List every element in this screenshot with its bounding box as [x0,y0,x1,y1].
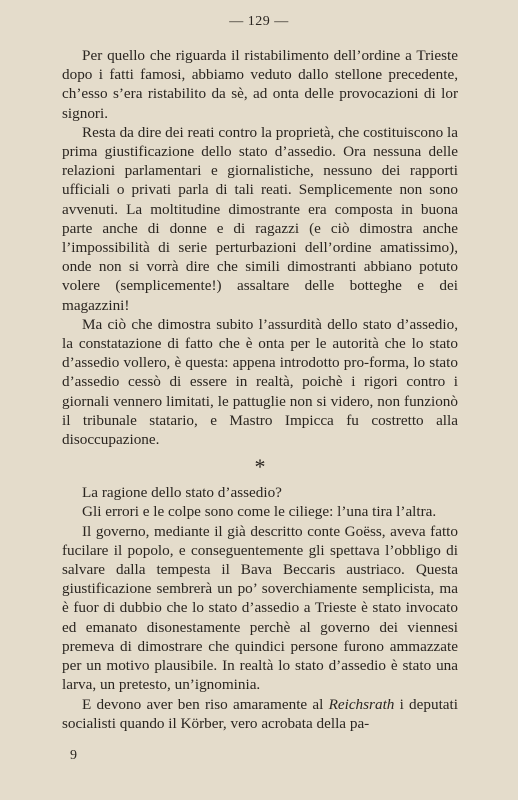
paragraph [62,695,458,733]
body-text [62,46,458,733]
paragraph: Per quello che riguarda il ristabilimento dell’ordine a Trieste dopo i fatti famosi, abbiamo veduto dallo stellone precedente, ch’esso s’era ristabilito da sè, ad onta delle provocazioni di lor signori. [62,47,458,122]
paragraph: La ragione dello stato d’assedio? [82,484,282,502]
emphasis-text: Reichsrath [328,695,395,713]
paragraph-text: E devono aver ben riso amaramente al [82,695,329,713]
paragraph: Il governo, mediante il già descritto conte Goëss, aveva fatto fucilare il popolo, e conseguentemente gli spettava l’obbligo di salvare dalla tempesta il Bava Beccaris austriaco. Questa giustificazione sembrerà un po’ soverchiamente semplicista, ma è fuor di dubbio che lo stato d’assedio a Trieste è stato invocato ed emanato disonestamente perchè al governo dei viennesi premeva di dimostrare che quindici persone furono ammazzate per un motivo plausibile. In realtà lo stato d’assedio è stato una larva, un pretesto, un’ignominia. [62,522,458,694]
paragraph-text: i deputati socialisti quando il Körber, vero acrobata della pa- [62,695,458,732]
page-number: — 129 — [229,14,289,29]
signature-mark: 9 [70,748,77,763]
section-separator: * [254,454,266,480]
paragraph: Gli errori e le colpe sono come le ciliege: l’una tira l’altra. [82,503,437,521]
paragraph: Resta da dire dei reati contro la proprietà, che costituiscono la prima giustificazione dello stato d’assedio. Ora nessuna delle relazioni parlamentari e giornalistiche, nessuno dei rapporti ufficiali o privati parla di tali reati. Semplicemente non sono avvenuti. La moltitudine dimostrante era composta in buona parte anche di donne e di ragazzi (e ciò dimostra anche l’impossibilità di serie perturbazioni dell’ordine amatissimo), onde non si vorrà dire che simili dimostranti abbiano potuto volere (semplicemente!) assaltare delle botteghe e dei magazzini! [62,123,458,314]
paragraph: Ma ciò che dimostra subito l’assurdità dello stato d’assedio, la constatazione di fatto che è onta per le autorità che lo stato d’assedio vollero, è questa: appena introdotto pro-forma, lo stato d’assedio cessò di essere in realtà, poichè i rigori contro i giornali vennero limitati, le pattuglie non si videro, non funzionò il tribunale statario, e Mastro Impicca fu costretto alla disoccupazione. [62,315,458,449]
